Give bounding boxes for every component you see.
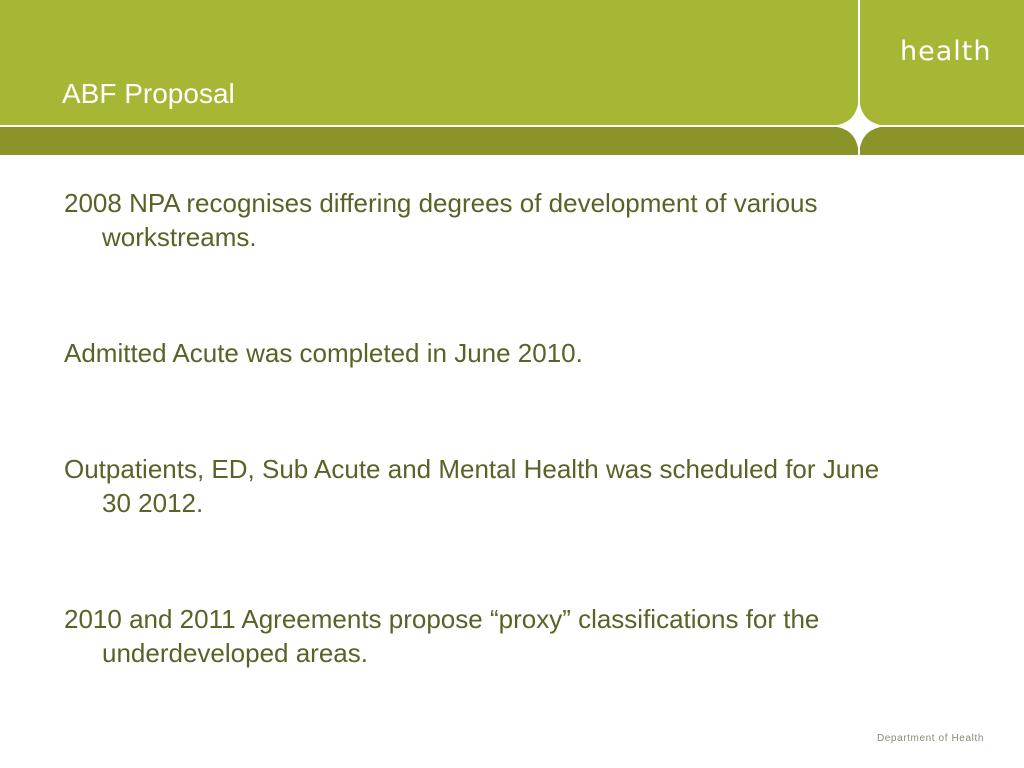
bullet-item: Outpatients, ED, Sub Acute and Mental Health was scheduled for June 30 2012. — [64, 454, 880, 518]
bullet-item: 2008 NPA recognises differing degrees of development of various workstreams. — [64, 188, 818, 252]
sparkle-icon — [829, 96, 889, 156]
bullet-list — [64, 186, 884, 752]
slide-title: ABF Proposal — [62, 78, 235, 109]
brand-wordmark: health — [900, 36, 992, 67]
bullet-item: Admitted Acute was completed in June 2010. — [64, 338, 583, 368]
department-logo: Department of Health — [876, 733, 984, 744]
bullet-item: 2010 and 2011 Agreements propose “proxy” classifications for the underdeveloped areas. — [64, 604, 820, 668]
